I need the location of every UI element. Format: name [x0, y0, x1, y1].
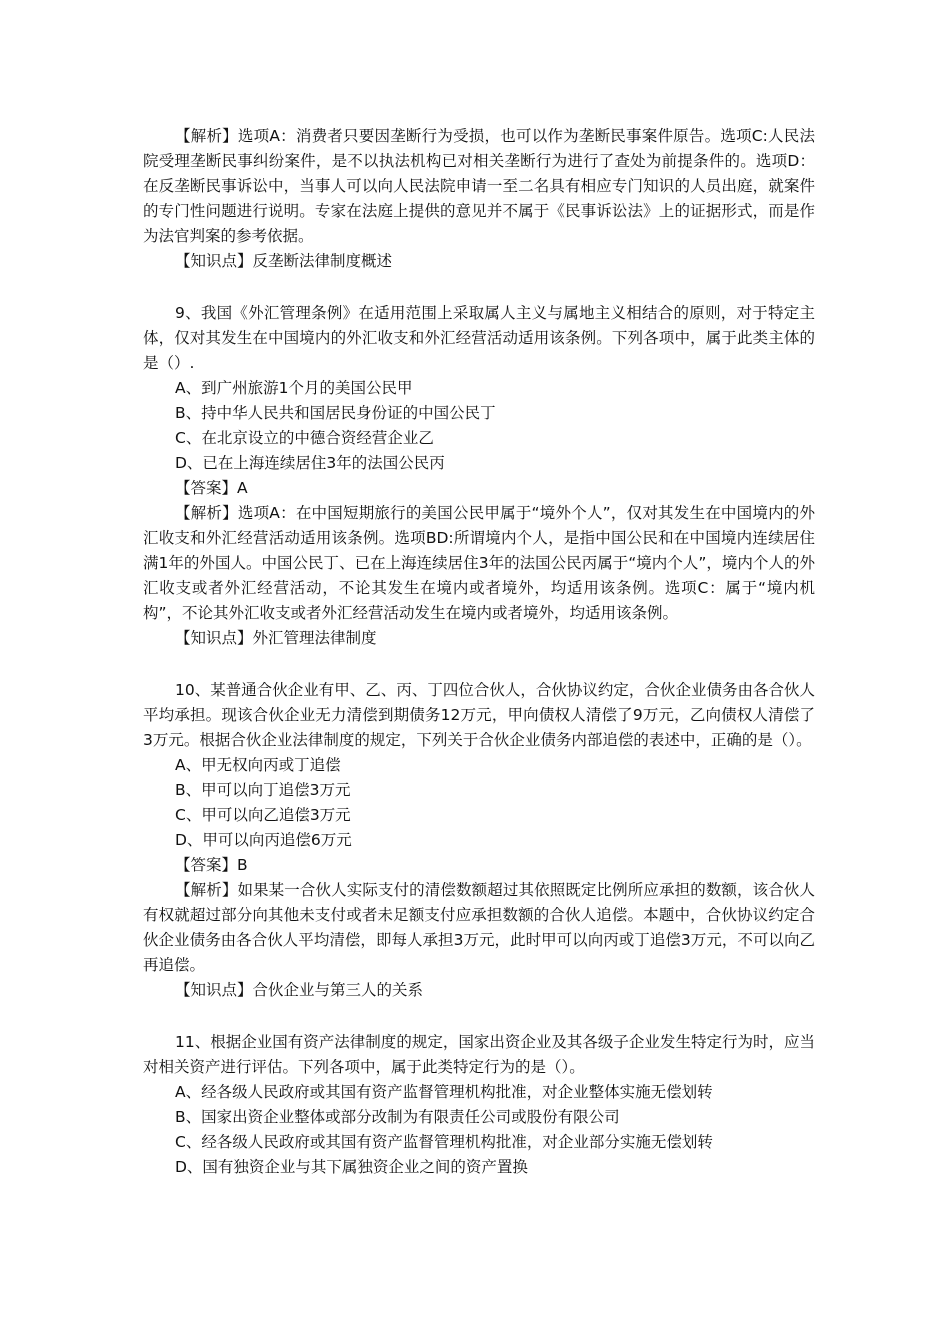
question-11-option-d: D、国有独资企业与其下属独资企业之间的资产置换: [175, 1158, 528, 1176]
question-11-option-a: A、经各级人民政府或其国有资产监督管理机构批准，对企业整体实施无偿划转: [175, 1083, 713, 1101]
knowledge-point: 【知识点】反垄断法律制度概述: [175, 252, 393, 270]
question-9-analysis: 【解析】选项A：在中国短期旅行的美国公民甲属于“境外个人”，仅对其发生在中国境内的外汇收支和外汇经营活动适用该条例。选项BD:所谓境内个人，是指中国公民和在中国境内连续居住满1年的外国人。中国公民丁、已在上海连续居住3年的法国公民丙属于“境内个人”，境内个人的外汇收支或者外汇经营活动，不论其发生在境内或者境外，均适用该条例。选项C：属于“境内机构”，不论其外汇收支或者外汇经营活动发生在境内或者境外，均适用该条例。: [143, 504, 815, 622]
question-9-option-b: B、持中华人民共和国居民身份证的中国公民丁: [175, 404, 496, 422]
question-10-option-a: A、甲无权向丙或丁追偿: [175, 756, 341, 774]
question-9-option-d: D、已在上海连续居住3年的法国公民丙: [175, 454, 445, 472]
question-11-option-b: B、国家出资企业整体或部分改制为有限责任公司或股份有限公司: [175, 1108, 620, 1126]
question-10-option-d: D、甲可以向丙追偿6万元: [175, 831, 352, 849]
question-9-answer: 【答案】A: [175, 479, 248, 497]
question-10-knowledge-point: 【知识点】合伙企业与第三人的关系: [175, 981, 424, 999]
question-10-option-b: B、甲可以向丁追偿3万元: [175, 781, 351, 799]
question-9-stem: 9、我国《外汇管理条例》在适用范围上采取属人主义与属地主义相结合的原则，对于特定主体，仅对其发生在中国境内的外汇收支和外汇经营活动适用该条例。下列各项中，属于此类主体的是（）.: [143, 304, 815, 372]
question-10-option-c: C、甲可以向乙追偿3万元: [175, 806, 351, 824]
document-content: [143, 124, 815, 1180]
question-9-knowledge-point: 【知识点】外汇管理法律制度: [175, 629, 377, 647]
question-11-option-c: C、经各级人民政府或其国有资产监督管理机构批准，对企业部分实施无偿划转: [175, 1133, 713, 1151]
question-10-answer: 【答案】B: [175, 856, 248, 874]
question-9-option-c: C、在北京设立的中德合资经营企业乙: [175, 429, 434, 447]
analysis-text: 【解析】选项A：消费者只要因垄断行为受损，也可以作为垄断民事案件原告。选项C:人民法院受理垄断民事纠纷案件，是不以执法机构已对相关垄断行为进行了查处为前提条件的。选项D：在反垄断民事诉讼中，当事人可以向人民法院申请一至二名具有相应专门知识的人员出庭，就案件的专门性问题进行说明。专家在法庭上提供的意见并不属于《民事诉讼法》上的证据形式，而是作为法官判案的参考依据。: [143, 127, 815, 245]
question-10-stem: 10、某普通合伙企业有甲、乙、丙、丁四位合伙人，合伙协议约定，合伙企业债务由各合伙人平均承担。现该合伙企业无力清偿到期债务12万元，甲向债权人清偿了9万元，乙向债权人清偿了3万元。根据合伙企业法律制度的规定，下列关于合伙企业债务内部追偿的表述中，正确的是（）。: [143, 681, 815, 749]
question-9-option-a: A、到广州旅游1个月的美国公民甲: [175, 379, 413, 397]
question-11-stem: 11、根据企业国有资产法律制度的规定，国家出资企业及其各级子企业发生特定行为时，应当对相关资产进行评估。下列各项中，属于此类特定行为的是（）。: [143, 1033, 815, 1076]
question-10-analysis: 【解析】如果某一合伙人实际支付的清偿数额超过其依照既定比例所应承担的数额，该合伙人有权就超过部分向其他未支付或者未足额支付应承担数额的合伙人追偿。本题中，合伙协议约定合伙企业债务由各合伙人平均清偿，即每人承担3万元，此时甲可以向丙或丁追偿3万元，不可以向乙再追偿。: [143, 881, 815, 974]
